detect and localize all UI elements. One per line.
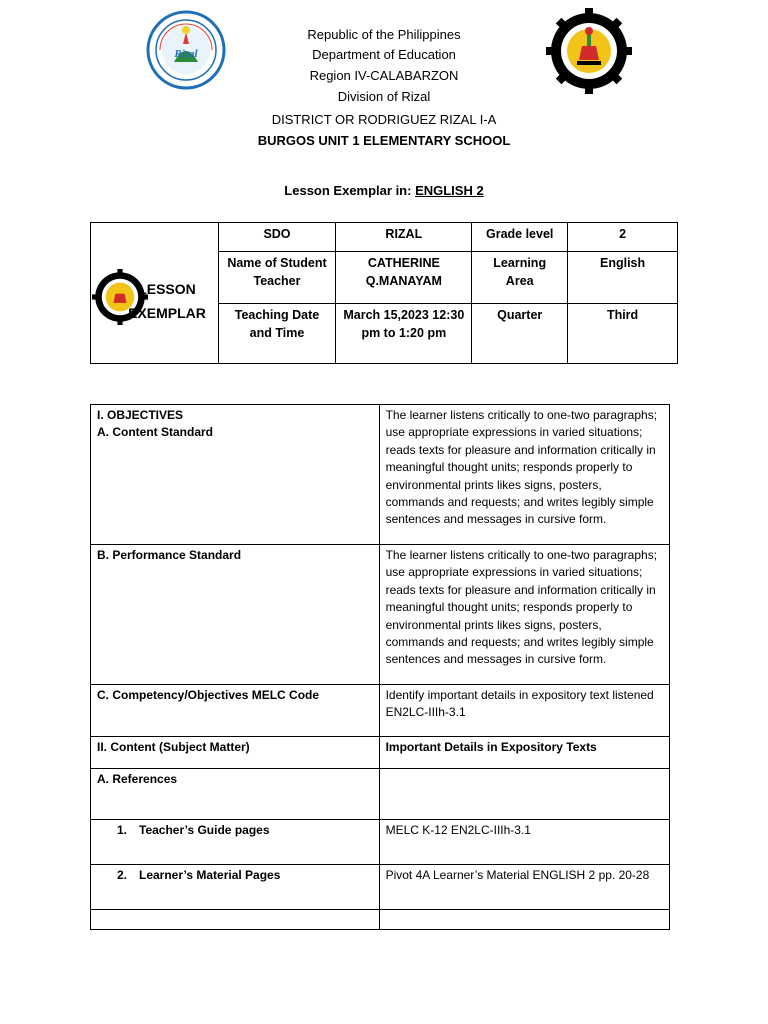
info-cell: Teaching Date and Time: [218, 304, 336, 364]
region-line: Region IV-CALABARZON: [309, 68, 459, 83]
republic-line: Republic of the Philippines: [307, 27, 461, 42]
info-cell: SDO: [218, 223, 336, 252]
learners-material-label: [91, 865, 380, 910]
info-cell: Learning Area: [472, 252, 568, 304]
empty-cell: [91, 910, 380, 930]
school-name: BURGOS UNIT 1 ELEMENTARY SCHOOL: [257, 133, 511, 148]
division-line: Division of Rizal: [337, 89, 431, 104]
list-label: Teacher’s Guide pages: [139, 823, 270, 837]
objectives-row: [91, 737, 670, 769]
objectives-row: [91, 820, 670, 865]
objectives-row: [91, 685, 670, 737]
references-value: [379, 769, 669, 820]
info-cell: RIZAL: [336, 223, 472, 252]
lesson-title: [0, 182, 768, 200]
performance-standard-label: B. Performance Standard: [91, 545, 380, 685]
objectives-row: [91, 865, 670, 910]
competency-value: Identify important details in expository text listened EN2LC-IIIh-3.1: [379, 685, 669, 737]
lesson-exemplar-badge-cell: [91, 223, 219, 364]
list-number: 1.: [117, 823, 128, 837]
teachers-guide-value: MELC K-12 EN2LC-IIIh-3.1: [379, 820, 669, 865]
objectives-row: [91, 910, 670, 930]
teachers-guide-label: [91, 820, 380, 865]
objectives-row: [91, 769, 670, 820]
deped-seal-text: Rizal: [174, 48, 198, 60]
objectives-row: [91, 545, 670, 685]
objectives-table: [90, 404, 670, 930]
lesson-exemplar-badge: LESSON EXEMPLAR: [128, 281, 206, 321]
info-cell: Grade level: [472, 223, 568, 252]
info-cell: Third: [568, 304, 678, 364]
info-cell: 2: [568, 223, 678, 252]
info-cell: CATHERINE Q.MANAYAM: [336, 252, 472, 304]
references-label: A. References: [91, 769, 380, 820]
learners-material-value: Pivot 4A Learner’s Material ENGLISH 2 pp. 20-28: [379, 865, 669, 910]
lesson-info-table: [90, 222, 678, 364]
list-number: 2.: [117, 868, 128, 882]
info-cell: Quarter: [472, 304, 568, 364]
info-cell: Name of Student Teacher: [218, 252, 336, 304]
district-line: DISTRICT OR RODRIGUEZ RIZAL I-A: [271, 112, 497, 127]
objectives-label-cell: [91, 405, 380, 545]
content-subject-label: II. Content (Subject Matter): [91, 737, 380, 769]
content-standard-label: A. Content Standard: [97, 425, 213, 440]
objectives-row: [91, 405, 670, 545]
department-line: Department of Education: [312, 47, 456, 62]
lesson-title-prefix: Lesson Exemplar in:: [284, 183, 416, 198]
content-subject-value: Important Details in Expository Texts: [379, 737, 669, 769]
competency-label: C. Competency/Objectives MELC Code: [91, 685, 380, 737]
list-label: Learner’s Material Pages: [139, 868, 281, 882]
lesson-subject: ENGLISH 2: [415, 183, 484, 198]
info-cell: March 15,2023 12:30 pm to 1:20 pm: [336, 304, 472, 364]
performance-standard-value: The learner listens critically to one-two paragraphs; use appropriate expressions in varied situations; reads texts for pleasure and information critically in meaningful thought units; responds properly to environmental prints likes signs, posters, commands and requests; and writes legibly simple sentences and messages in cursive form.: [379, 545, 669, 685]
info-row: [91, 223, 678, 252]
info-cell: English: [568, 252, 678, 304]
objectives-heading: I. OBJECTIVES: [97, 408, 184, 422]
empty-cell: [379, 910, 669, 930]
content-standard-value: The learner listens critically to one-two paragraphs; use appropriate expressions in varied situations; reads texts for pleasure and information critically in meaningful thought units; responds properly to environmental prints likes signs, posters, commands and requests; and writes legibly simple sentences and messages in cursive form.: [379, 405, 669, 545]
